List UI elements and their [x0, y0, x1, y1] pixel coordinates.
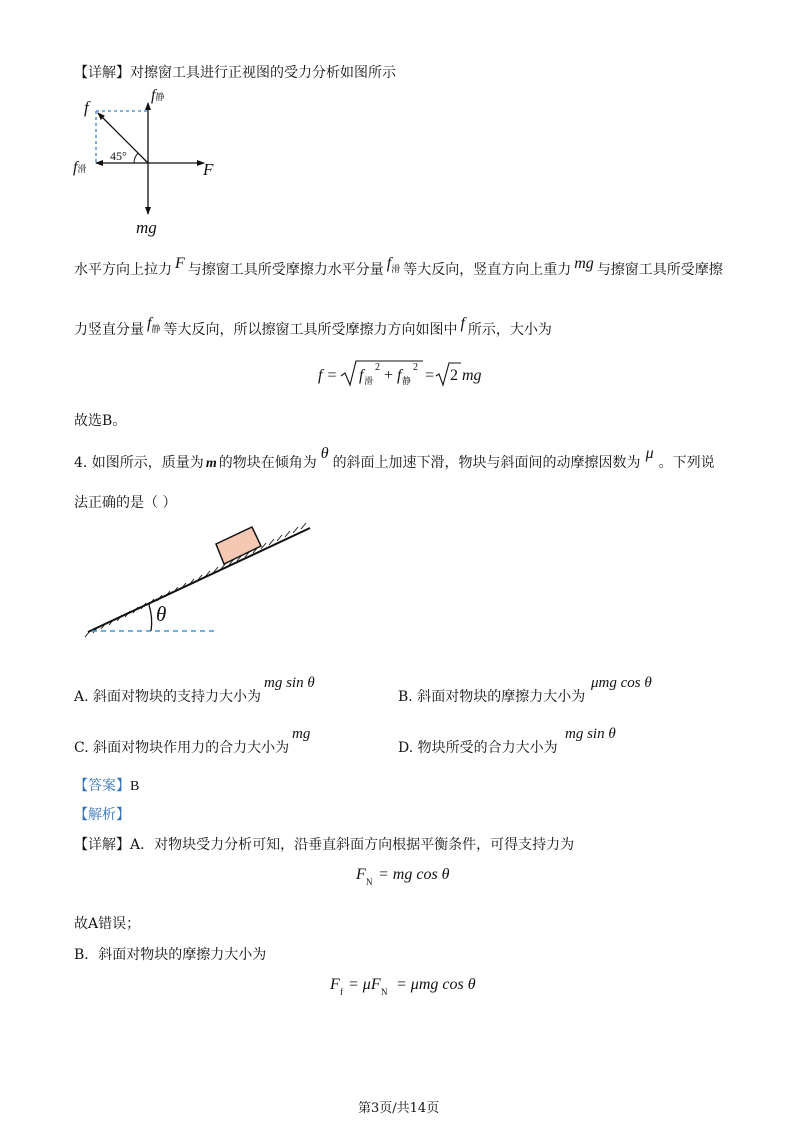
detail-tag: 【详解】 — [74, 65, 130, 81]
option-c-expr: mg — [292, 726, 311, 742]
detail-a-line: 【详解】A．对物块受力分析可知，沿垂直斜面方向根据平衡条件，可得支持力为 — [74, 837, 575, 853]
option-b-expr: μmg cos θ — [591, 675, 652, 691]
option-a: A. 斜面对物块的支持力大小为 — [74, 689, 262, 705]
incline-theta-label: θ — [156, 602, 167, 626]
detail-b-line: B．斜面对物块的摩擦力大小为 — [74, 947, 267, 963]
question-4-line1: 4. 如图所示，质量为 m 的物块在倾角为θ的斜面上加速下滑，物块与斜面间的动摩擦因数为μ。下列说 — [74, 445, 715, 471]
answer-value: B — [130, 779, 140, 794]
label-f-slide: f滑 — [73, 159, 87, 176]
option-d-expr: mg sin θ — [565, 726, 616, 742]
page-footer: 第3页/共14页 — [358, 1101, 440, 1116]
label-mg: mg — [136, 218, 157, 237]
label-f-static: f静 — [151, 87, 165, 104]
answer-tag: 【答案】 — [74, 778, 130, 794]
question-4-line2: 法正确的是（ ） — [74, 495, 177, 511]
label-F: F — [203, 160, 214, 179]
a-wrong: 故A错误； — [74, 916, 141, 932]
option-b: B. 斜面对物块的摩擦力大小为 — [398, 689, 586, 705]
label-angle-45: 45° — [110, 149, 127, 163]
answer-line — [74, 779, 139, 794]
analysis-tag: 【解析】 — [74, 807, 130, 823]
detail-text: 对擦窗工具进行正视图的受力分析如图所示 — [130, 65, 396, 81]
option-d: D. 物块所受的合力大小为 — [398, 740, 558, 756]
option-c: C. 斜面对物块作用力的合力大小为 — [74, 740, 290, 756]
label-f-resultant: f — [84, 98, 89, 117]
conclusion-choose-b: 故选B。 — [74, 413, 127, 429]
paragraph-2: 力竖直分量 f静 等大反向，所以擦窗工具所受摩擦力方向如图中 f 所示，大小为 — [74, 315, 552, 338]
option-a-expr: mg sin θ — [264, 675, 315, 691]
paragraph-1: 水平方向上拉力 F 与擦窗工具所受摩擦力水平分量 f滑 等大反向，竖直方向上重力 mg 与擦窗工具所受摩擦 — [74, 255, 723, 278]
